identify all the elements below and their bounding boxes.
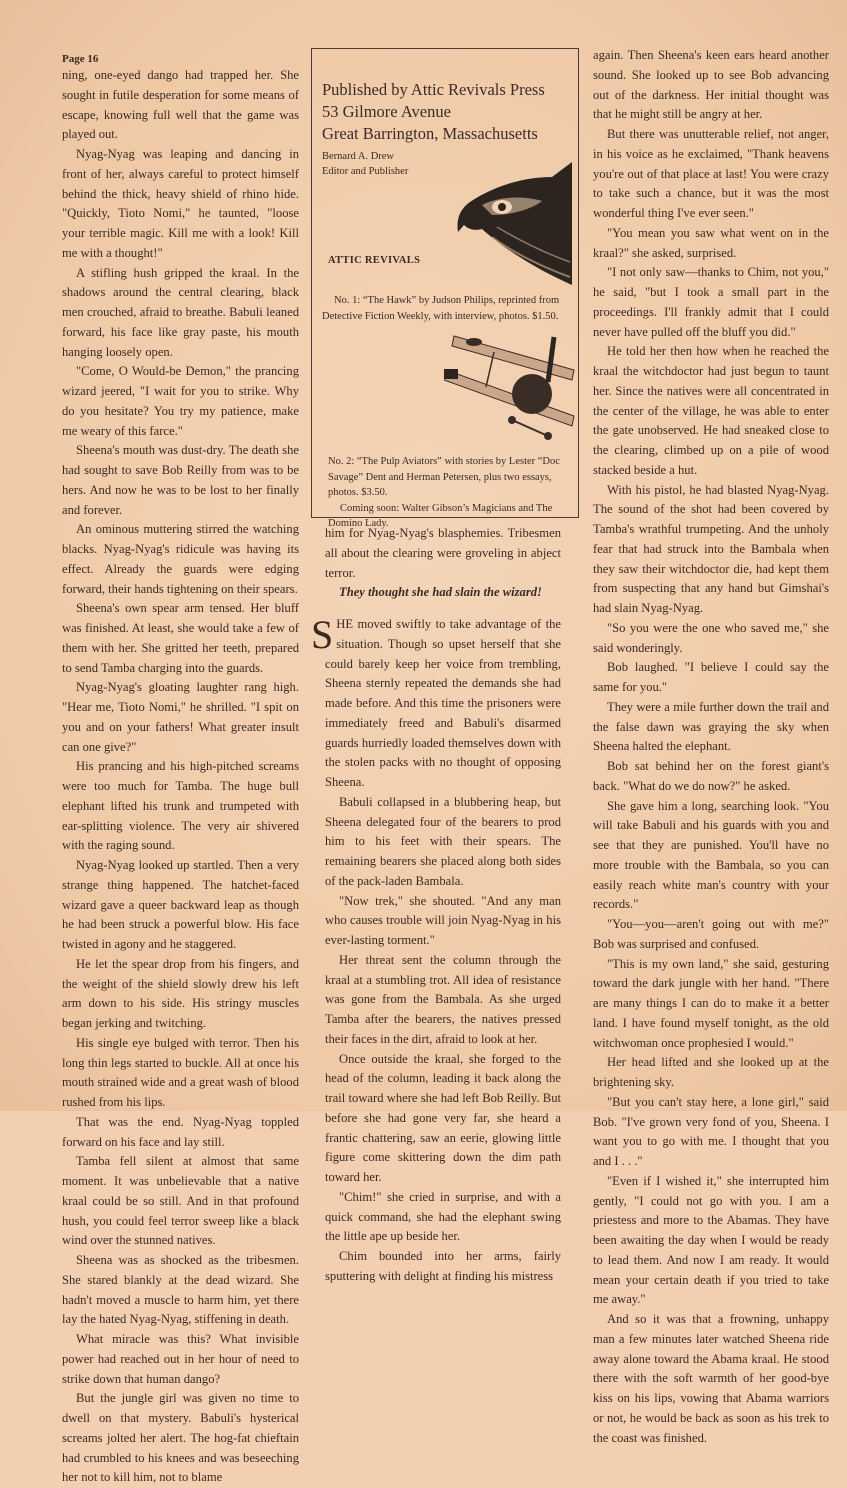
story-paragraph: An ominous muttering stirred the watching blacks. Nyag-Nyag's ridicule was having its effect. Already the guards were edging forward, their hands tightening on their spears. — [62, 522, 299, 596]
story-paragraph: Sheena was as shocked as the tribesmen. She stared blankly at the dead wizard. She hadn't moved a muscle to harm him, yet there lay the hated Nyag-Nyag, stiffening in death. — [62, 1253, 299, 1327]
attic-revivals-logo: ATTIC REVIVALS — [328, 255, 421, 266]
story-paragraph: He let the spear drop from his fingers, and the weight of the shield slowly drew his left arm down to his side. His stringy muscles began jerking and twitching. — [62, 956, 299, 1030]
story-paragraph: "I not only saw—thanks to Chim, not you," he said, "but I took a small part in the proceedings. I'll frankly admit that I could never have pulled off the bluff you did." — [593, 265, 829, 339]
ad-item-2 — [328, 454, 573, 532]
story-paragraph: She gave him a long, searching look. "You will take Babuli and his guards with you and see that they are punished. You'll have no more trouble with the Bambala, so you can easily reach white man's country with your records." — [593, 798, 829, 912]
publisher-advertisement — [311, 48, 579, 529]
drop-cap: S — [311, 612, 334, 657]
editor-title: Editor and Publisher — [322, 166, 409, 177]
page-number: Page 16 — [62, 53, 99, 65]
story-paragraph: His prancing and his high-pitched screams were too much for Tamba. The huge bull elephant lifted his trunk and trumpeted with ear-splitting violence. The very air shivered with the raging sound. — [62, 759, 299, 853]
story-paragraph: "You mean you saw what went on in the kraal?" she asked, surprised. — [593, 225, 829, 260]
story-paragraph: That was the end. Nyag-Nyag toppled forward on his face and lay still. — [62, 1114, 299, 1149]
story-paragraph: And so it was that a frowning, unhappy man a few minutes later watched Sheena ride away alone toward the Abama kraal. He stood there with the soft warmth of her good-bye kiss on his lips, vowing that Abama warriors or not, he would be back as soon as his trek to the coast was finished. — [593, 1312, 829, 1445]
editor-name: Bernard A. Drew — [322, 151, 395, 162]
publisher-line: Great Barrington, Massachusetts — [322, 124, 538, 143]
story-paragraph: Babuli collapsed in a blubbering heap, but Sheena delegated four of the bearers to prod him to his feet with their spears. The remaining bearers she placed along both sides of the pack-laden Bambala. — [325, 794, 561, 888]
story-paragraph: Sheena's own spear arm tensed. Her bluff was finished. At least, she would take a few of them with her. She gritted her teeth, prepared to send Tamba charging into the guards. — [62, 601, 299, 675]
biplane-illustration — [444, 332, 580, 442]
story-paragraph: But the jungle girl was given no time to dwell on that mystery. Babuli's hysterical screams jolted her alert. The hog-fat chieftain had crumbled to his knees and was beseeching her not to kill him, not to blame — [62, 1391, 299, 1485]
ad-item-2-text: No. 2: “The Pulp Aviators” with stories by Lester “Doc Savage” Dent and Herman Petersen, plus two essays, photos. $3.50. — [328, 456, 560, 498]
publisher-line: 53 Gilmore Avenue — [322, 102, 451, 121]
column-2 — [311, 524, 561, 1287]
story-paragraph: Nyag-Nyag looked up startled. Then a very strange thing happened. The hatchet-faced wizard gave a queer backward leap as though he had been struck a powerful blow. His face twisted in agony and he staggered. — [62, 858, 299, 951]
ad-item-1-text: No. 1: “The Hawk” by Judson Philips, reprinted from Detective Fiction Weekly, with interview, photos. $1.50. — [322, 295, 560, 322]
publisher-address — [322, 79, 545, 145]
story-paragraph: "You—you—aren't going out with me?" Bob was surprised and confused. — [593, 917, 829, 951]
story-paragraph: "This is my own land," she said, gesturing toward the dark jungle with her hand. "There are many things I can do to make it a better land. I have found myself tonight, as the old witchwoman once prophesied I would." — [593, 956, 829, 1050]
story-paragraph: "So you were the one who saved me," she said wonderingly. — [593, 620, 829, 655]
story-paragraph: His single eye bulged with terror. Then his long thin legs started to buckle. All at once his mouth strained wide and a great wash of blood rushed from his lips. — [62, 1035, 299, 1109]
story-paragraph: Once outside the kraal, she forged to the head of the column, leading it back along the trail toward where she had left Bob Reilly. But before she had gone very far, she heard a frantic chattering, saw an eerie, glowing little figure come skittering down the dim path toward her. — [325, 1051, 561, 1184]
story-paragraph: Her threat sent the column through the kraal at a stumbling trot. All idea of resistance was gone from the Bambala. As she urged Tamba after the bearers, the natives pressed their faces in the dirt, afraid to look at her. — [325, 952, 561, 1046]
story-paragraph: "Come, O Would-be Demon," the prancing wizard jeered, "I wait for you to strike. Why do you hesitate? You try my patience, make me weary of this farce." — [62, 364, 299, 438]
story-paragraph: Bob sat behind her on the forest giant's back. "What do we do now?" he asked. — [593, 759, 829, 793]
story-paragraph: Tamba fell silent at almost that same moment. It was unbelievable that a native kraal could be so still. And in that profound hush, you could feel terror sweep like a black wind over the stunned natives. — [62, 1154, 299, 1248]
story-paragraph: Nyag-Nyag's gloating laughter rang high. "Hear me, Tioto Nomi," he shrilled. "I spit on you and on your fathers! What greater insult can one give?" — [62, 680, 299, 754]
story-paragraph: With his pistol, he had blasted Nyag-Nyag. The sound of the shot had been covered by Tamba's wrathful trumpeting. And the unholy fear that had struck into the Bambala when they saw their witchdoctor die, had kept them from suspecting that any hand but Gimshai's had slain Nyag-Nyag. — [593, 482, 829, 615]
story-paragraph: A stifling hush gripped the kraal. In the shadows around the central clearing, black men crouched, afraid to breathe. Babuli leaned forward, his face like gray paste, his mouth hanging loosely open. — [62, 265, 299, 359]
story-paragraph: "Even if I wished it," she interrupted him gently, "I could not go with you. I am a priestess and more to the Abamas. They have been awaiting the day when I would be ready to lead them. And now I am ready. It would mean your certain death if you tried to take me away." — [593, 1173, 829, 1307]
story-paragraph: They were a mile further down the trail and the false dawn was graying the sky when Sheena halted the elephant. — [593, 699, 829, 754]
story-paragraph: Chim bounded into her arms, fairly sputtering with delight at finding his mistress — [325, 1249, 561, 1283]
story-paragraph: "Now trek," she shouted. "And any man who causes trouble will join Nyag-Nyag in his ever-lasting torment." — [325, 893, 561, 947]
publisher-line: Published by Attic Revivals Press — [322, 80, 545, 99]
story-paragraph: Her head lifted and she looked up at the brightening sky. — [593, 1055, 829, 1089]
story-paragraph — [311, 612, 561, 793]
column-1 — [62, 52, 299, 1488]
section-break-line: They thought she had slain the wizard! — [339, 585, 542, 600]
ad-item-1 — [322, 293, 577, 324]
story-paragraph: "But you can't stay here, a lone girl," said Bob. "I've grown very fond of you, Sheena. I want you to go with me. I thought that you and I . . ." — [593, 1094, 829, 1168]
story-paragraph: Bob laughed. "I believe I could say the same for you." — [593, 660, 829, 694]
drop-cap-paragraph-text: HE moved swiftly to take advantage of the situation. Though so upset herself that she could barely keep her voice from trembling, Sheena sternly repeated the demands she had made before. And this time the prisoners were immediately freed and Babuli's disarmed guards hurriedly loaded themselves down with the stolen packs with no thought of opposing Sheena. — [325, 617, 561, 789]
story-paragraph: What miracle was this? What invisible power had reached out in her hour of need to strike down that human dango? — [62, 1332, 299, 1386]
story-paragraph: him for Nyag-Nyag's blasphemies. Tribesmen all about the clearing were groveling in abject terror. — [325, 526, 561, 580]
story-paragraph: But there was unutterable relief, not anger, in his voice as he exclaimed, "Thank heavens you're out of that place at last! You were crazy to take such a chance, but it was the most wonderful thing I've ever seen." — [593, 127, 829, 220]
story-paragraph: He told her then how when he reached the kraal the witchdoctor had just begun to taunt her. Since the natives were all concentrated in the center of the village, he was able to enter the gate unobserved. He had sneaked close to the clearing, climbed up on a pile of wood stacked beside a hut. — [593, 344, 829, 477]
editor-credit — [322, 149, 408, 179]
hawk-illustration — [452, 157, 574, 287]
story-paragraph: Nyag-Nyag was leaping and dancing in front of her, always careful to protect himself behind the thick, heavy shield of rhino hide. "Quickly, Tioto Nomi," he taunted, "loose your terrible magic. Kill me with a look! Kill me with a thought!" — [62, 147, 299, 260]
story-paragraph: "Chim!" she cried in surprise, and with a quick command, she had the elephant swing the little ape up beside her. — [325, 1189, 561, 1244]
story-paragraph: ning, one-eyed dango had trapped her. She sought in futile desperation for some means of escape, knowing full well that the game was played out. — [62, 68, 299, 142]
column-3 — [593, 46, 829, 1448]
story-paragraph: again. Then Sheena's keen ears heard another sound. She looked up to see Bob advancing out of the darkness. Her initial thought was that he might still be angry at her. — [593, 48, 829, 122]
coming-soon-text: Coming soon: Walter Gibson’s Magicians and The Domino Lady. — [328, 502, 553, 529]
story-paragraph: Sheena's mouth was dust-dry. The death she had sought to save Bob Reilly from was to be hers. And now he was to be lost to her finally and forever. — [62, 443, 299, 517]
